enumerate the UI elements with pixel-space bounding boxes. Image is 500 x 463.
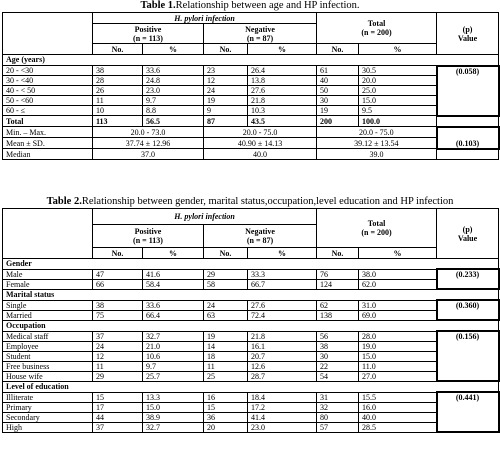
cell: 50 (317, 86, 359, 96)
empty-cell (437, 149, 499, 160)
cell: 56.5 (143, 116, 204, 127)
cell: 113 (93, 116, 143, 127)
table1-mean-p-value: (0.103) (437, 127, 499, 149)
cell: 9 (204, 106, 248, 116)
table2-section-marital-status: Marital status (3, 289, 499, 300)
table1-positive-header: Positive (n = 113) (93, 24, 204, 44)
cell: 61 (317, 66, 359, 76)
cell: 40.0 (359, 412, 437, 422)
cell: 9.5 (359, 106, 437, 116)
cell: 18.4 (248, 392, 317, 402)
cell: 27.6 (248, 86, 317, 96)
cell: 15.0 (143, 402, 204, 412)
table2-caption: Table 2.Relationship between gender, marital status,occupation,level education and HP infection (46, 196, 454, 207)
table-row (3, 279, 499, 289)
table1-age-p-value: (0.058) (437, 66, 499, 116)
table-row (3, 106, 499, 116)
row-label: Secondary (3, 412, 93, 422)
row-label: 60 - ≤ (3, 106, 93, 116)
row-label: Student (3, 351, 93, 361)
cell: 40.0 (204, 149, 317, 160)
cell: 41.4 (248, 412, 317, 422)
cell: 62 (317, 300, 359, 310)
cell: 15.5 (359, 392, 437, 402)
cell: 11.0 (359, 361, 437, 371)
cell: 24 (204, 86, 248, 96)
table1-age-hp (2, 12, 500, 160)
cell: 100.0 (359, 116, 437, 127)
table2-p-value-header: (p) Value (437, 209, 499, 259)
table1-pct-header: % (248, 44, 317, 55)
cell: 24 (204, 300, 248, 310)
cell: 38 (93, 66, 143, 76)
table-row (3, 76, 499, 86)
table2-pct-header: % (143, 248, 204, 259)
row-label: 30 - <40 (3, 76, 93, 86)
cell: 32.7 (143, 422, 204, 432)
table1-mean-row (3, 138, 499, 149)
cell: 138 (317, 310, 359, 320)
cell: 20.0 - 75.0 (317, 127, 437, 138)
table2-pct-header: % (359, 248, 437, 259)
table-row (3, 341, 499, 351)
table1-no-header: No. (317, 44, 359, 55)
cell: 23.0 (248, 422, 317, 432)
cell: 20 (204, 422, 248, 432)
cell: 37.0 (93, 149, 204, 160)
cell: 38 (93, 300, 143, 310)
cell: 37 (93, 422, 143, 432)
cell: 15 (93, 392, 143, 402)
cell: 38.0 (359, 269, 437, 279)
table2-group-header: H. pylori infection (93, 209, 317, 225)
cell: 37 (93, 331, 143, 341)
table2-pct-header: % (248, 248, 317, 259)
table-row (3, 361, 499, 371)
cell: 17 (93, 402, 143, 412)
cell: 29 (204, 269, 248, 279)
cell: 44 (93, 412, 143, 422)
table-row (3, 422, 499, 432)
cell: 23 (204, 66, 248, 76)
cell: 80 (317, 412, 359, 422)
row-label: Medical staff (3, 331, 93, 341)
cell: 29 (93, 371, 143, 381)
cell: 20.0 - 75.0 (204, 127, 317, 138)
cell: 22 (317, 361, 359, 371)
cell: 41.6 (143, 269, 204, 279)
table2-demographics-hp (2, 208, 500, 433)
cell: 16.1 (248, 341, 317, 351)
cell: 9.7 (143, 361, 204, 371)
cell: 19 (317, 106, 359, 116)
cell: 69.0 (359, 310, 437, 320)
cell: 10 (93, 106, 143, 116)
cell: 26 (93, 86, 143, 96)
cell: 8.8 (143, 106, 204, 116)
cell: 66.7 (248, 279, 317, 289)
cell: 26.4 (248, 66, 317, 76)
row-label: Mean ± SD. (3, 138, 93, 149)
row-label: Free business (3, 361, 93, 371)
cell: 15.0 (359, 96, 437, 106)
cell: 28.7 (248, 371, 317, 381)
table-row (3, 351, 499, 361)
cell: 38 (317, 341, 359, 351)
cell: 66 (93, 279, 143, 289)
table2-section-gender: Gender (3, 259, 499, 270)
table2-occupation-p-value: (0.156) (437, 331, 499, 381)
cell: 20.0 - 73.0 (93, 127, 204, 138)
cell: 30.5 (359, 66, 437, 76)
cell: 30 (317, 351, 359, 361)
table2-negative-header: Negative (n = 87) (204, 225, 317, 248)
cell: 24 (93, 341, 143, 351)
cell: 21.8 (248, 96, 317, 106)
row-label: Total (3, 116, 93, 127)
cell: 31 (317, 392, 359, 402)
table1-median-row (3, 149, 499, 160)
cell: 124 (317, 279, 359, 289)
row-label: Employee (3, 341, 93, 351)
cell: 16.0 (359, 402, 437, 412)
cell: 11 (204, 361, 248, 371)
cell: 12 (204, 76, 248, 86)
row-label: 20 - <30 (3, 66, 93, 76)
cell: 25.0 (359, 86, 437, 96)
cell: 16 (204, 392, 248, 402)
cell: 33.6 (143, 66, 204, 76)
cell: 31.0 (359, 300, 437, 310)
cell: 27.0 (359, 371, 437, 381)
cell: 36 (204, 412, 248, 422)
row-label: Illiterate (3, 392, 93, 402)
cell: 15 (204, 402, 248, 412)
cell: 9.7 (143, 96, 204, 106)
table-row (3, 392, 499, 402)
row-label: Median (3, 149, 93, 160)
table-row (3, 412, 499, 422)
cell: 19 (204, 331, 248, 341)
cell: 15.0 (359, 351, 437, 361)
table1-no-header: No. (93, 44, 143, 55)
cell: 28.5 (359, 422, 437, 432)
cell: 58 (204, 279, 248, 289)
row-label: Single (3, 300, 93, 310)
cell: 12 (93, 351, 143, 361)
row-label: 40 - < 50 (3, 86, 93, 96)
row-label: Married (3, 310, 93, 320)
cell: 66.4 (143, 310, 204, 320)
table1-no-header: No. (204, 44, 248, 55)
cell: 75 (93, 310, 143, 320)
cell: 56 (317, 331, 359, 341)
cell: 23.0 (143, 86, 204, 96)
row-label: Primary (3, 402, 93, 412)
row-label: House wife (3, 371, 93, 381)
cell: 33.6 (143, 300, 204, 310)
table2-no-header: No. (204, 248, 248, 259)
cell: 40 (317, 76, 359, 86)
table-row (3, 331, 499, 341)
cell: 13.3 (143, 392, 204, 402)
cell: 27.6 (248, 300, 317, 310)
row-label: Min. – Max. (3, 127, 93, 138)
table1-caption: Table 1.Relationship between age and HP infection. (140, 0, 360, 11)
cell: 14 (204, 341, 248, 351)
table2-positive-header: Positive (n = 113) (93, 225, 204, 248)
cell: 32 (317, 402, 359, 412)
row-label: Male (3, 269, 93, 279)
cell: 28.0 (359, 331, 437, 341)
cell: 20.0 (359, 76, 437, 86)
cell: 62.0 (359, 279, 437, 289)
table1-total-row (3, 116, 499, 127)
row-label: High (3, 422, 93, 432)
cell: 12.6 (248, 361, 317, 371)
cell: 63 (204, 310, 248, 320)
table2-corner (3, 209, 93, 259)
table-row (3, 371, 499, 381)
table2-marital-p-value: (0.360) (437, 300, 499, 320)
cell: 28 (93, 76, 143, 86)
cell: 76 (317, 269, 359, 279)
cell: 37.74 ± 12.96 (93, 138, 204, 149)
cell: 39.12 ± 13.54 (317, 138, 437, 149)
table-row (3, 269, 499, 279)
cell: 21.0 (143, 341, 204, 351)
cell: 11 (93, 96, 143, 106)
cell: 10.3 (248, 106, 317, 116)
cell: 21.8 (248, 331, 317, 341)
table-row (3, 402, 499, 412)
table-row (3, 66, 499, 76)
table2-no-header: No. (93, 248, 143, 259)
row-label: Female (3, 279, 93, 289)
table1-p-value-header: (p) Value (437, 13, 499, 55)
table1-negative-header: Negative (n = 87) (204, 24, 317, 44)
table2-total-header: Total (n = 200) (317, 209, 437, 248)
table1-pct-header: % (143, 44, 204, 55)
table1-total-header: Total (n = 200) (317, 13, 437, 44)
cell: 11 (93, 361, 143, 371)
cell: 25 (204, 371, 248, 381)
cell: 18 (204, 351, 248, 361)
cell: 10.6 (143, 351, 204, 361)
cell: 54 (317, 371, 359, 381)
cell: 47 (93, 269, 143, 279)
cell: 20.7 (248, 351, 317, 361)
cell: 43.5 (248, 116, 317, 127)
table1-section-age: Age (years) (3, 55, 499, 66)
cell: 19 (204, 96, 248, 106)
table2-no-header: No. (317, 248, 359, 259)
cell: 19.0 (359, 341, 437, 351)
row-label: 50 - <60 (3, 96, 93, 106)
cell: 24.8 (143, 76, 204, 86)
table2-section-education: Level of education (3, 381, 499, 392)
table2-gender-p-value: (0.233) (437, 269, 499, 289)
cell: 39.0 (317, 149, 437, 160)
cell: 32.7 (143, 331, 204, 341)
table2-section-occupation: Occupation (3, 320, 499, 331)
table-row (3, 86, 499, 96)
cell: 72.4 (248, 310, 317, 320)
cell: 13.8 (248, 76, 317, 86)
cell: 33.3 (248, 269, 317, 279)
cell: 57 (317, 422, 359, 432)
table2-education-p-value: (0.441) (437, 392, 499, 432)
cell: 30 (317, 96, 359, 106)
cell: 58.4 (143, 279, 204, 289)
cell: 200 (317, 116, 359, 127)
table1-minmax-row (3, 127, 499, 138)
table-row (3, 310, 499, 320)
cell: 25.7 (143, 371, 204, 381)
empty-cell (437, 116, 499, 127)
table1-corner (3, 13, 93, 55)
table1-pct-header: % (359, 44, 437, 55)
cell: 40.90 ± 14.13 (204, 138, 317, 149)
cell: 17.2 (248, 402, 317, 412)
cell: 38.9 (143, 412, 204, 422)
table1-group-header: H. pylori infection (93, 13, 317, 24)
table-row (3, 96, 499, 106)
cell: 87 (204, 116, 248, 127)
table-row (3, 300, 499, 310)
